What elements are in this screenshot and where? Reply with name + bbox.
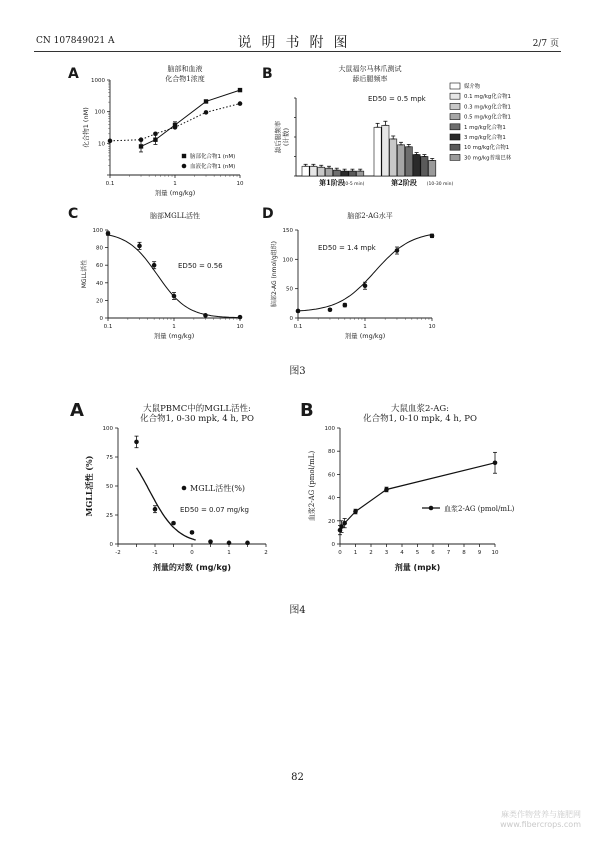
- data-point: [152, 263, 157, 268]
- panel-label-A: A: [70, 400, 84, 421]
- ed50-annotation: ED50 = 0.56: [178, 262, 223, 270]
- legend-label: 0.1 mg/kg化合物1: [464, 94, 511, 101]
- x-tick-label: 0.1: [103, 324, 113, 330]
- data-point: [227, 541, 232, 546]
- y-tick-label: 40: [96, 280, 103, 287]
- panel-title: 脑部MGLL活性: [149, 212, 201, 220]
- data-point: [296, 309, 301, 314]
- legend-swatch: [450, 134, 460, 140]
- panel-label-B: B: [300, 400, 314, 421]
- panel-title: 舔后腿频率: [352, 75, 388, 83]
- panel-label-A: A: [68, 66, 79, 82]
- bar: [341, 171, 348, 176]
- bar: [325, 168, 332, 176]
- legend-label: 1 mg/kg化合物1: [464, 124, 506, 131]
- chart-fig4B: [300, 400, 515, 572]
- y-tick-label: 10: [98, 141, 105, 148]
- x-tick-label: 5: [415, 550, 420, 556]
- data-point: [238, 88, 242, 92]
- y-tick-label: 100: [282, 257, 293, 264]
- figure-3-caption: 图3: [289, 366, 306, 377]
- legend-label: 0.3 mg/kg化合物1: [464, 104, 511, 111]
- y-tick-label: 0: [331, 542, 335, 548]
- page-number: 82: [291, 772, 304, 783]
- legend-swatch: [450, 154, 460, 160]
- bar: [390, 139, 397, 176]
- y-tick-label: 100: [94, 109, 105, 116]
- x-tick-label: 1: [172, 324, 176, 330]
- legend-label: 脑部化合物1 (nM): [190, 154, 236, 160]
- data-point: [106, 231, 111, 236]
- data-point: [203, 313, 208, 318]
- data-point: [430, 234, 435, 239]
- data-point: [353, 509, 358, 514]
- bar: [413, 155, 420, 176]
- x-tick-label: 4: [400, 550, 404, 556]
- y-tick-label: 150: [282, 228, 293, 234]
- x-tick-label: 9: [477, 550, 482, 556]
- x-tick-label: 10: [236, 181, 244, 187]
- x-tick-label: 2: [264, 550, 268, 556]
- legend-swatch: [450, 93, 460, 99]
- y-axis-title: 舔后腿频率: [274, 120, 282, 154]
- y-tick-label: 60: [328, 472, 335, 479]
- y-tick-label: 100: [324, 426, 335, 432]
- y-tick-label: 100: [92, 228, 103, 234]
- panel-title: 化合物1, 0-30 mpk, 4 h, PO: [140, 414, 254, 424]
- legend-label: 3 mg/kg化合物1: [464, 135, 506, 141]
- data-point: [137, 244, 142, 249]
- panel-title: 大鼠血浆2-AG:: [390, 404, 450, 414]
- data-point: [238, 101, 243, 106]
- group-label: 第2阶段: [391, 178, 417, 187]
- x-tick-label: 1: [353, 550, 358, 556]
- bar: [357, 171, 364, 176]
- x-tick-label: -2: [115, 550, 121, 556]
- bar: [318, 167, 325, 176]
- data-point: [208, 539, 213, 544]
- panel-label-C: C: [68, 206, 79, 222]
- panel-title: 大鼠PBMC中的MGLL活性:: [143, 404, 251, 414]
- watermark: [500, 810, 581, 830]
- legend-marker: [182, 486, 187, 491]
- data-point: [363, 283, 368, 288]
- y-tick-label: 50: [106, 484, 113, 490]
- ed50-annotation: ED50 = 1.4 mpk: [318, 244, 376, 252]
- data-point: [190, 530, 195, 535]
- legend-swatch: [450, 103, 460, 109]
- legend-swatch: [450, 144, 460, 150]
- data-point: [204, 99, 208, 103]
- bar: [374, 127, 381, 176]
- x-tick-label: 7: [446, 550, 451, 556]
- fit-curve: [137, 468, 196, 540]
- data-point: [153, 132, 158, 137]
- bar: [382, 125, 389, 176]
- x-tick-label: 0.1: [293, 324, 303, 330]
- panel-label-B: B: [262, 66, 273, 82]
- data-point: [172, 294, 177, 299]
- document-title: 说明书附图: [237, 35, 358, 51]
- x-tick-label: 10: [428, 324, 436, 330]
- watermark-line-1: 麻类作物营养与施肥网: [501, 810, 581, 819]
- data-point: [342, 521, 347, 526]
- x-tick-label: 2: [369, 550, 373, 556]
- y-tick-label: 100: [102, 426, 113, 432]
- data-point: [343, 303, 348, 308]
- panel-title: 化合物1浓度: [165, 75, 205, 83]
- bar: [421, 157, 428, 177]
- group-sublabel: (0-5 min): [343, 182, 365, 187]
- x-tick-label: 0.1: [105, 181, 115, 187]
- ed50-annotation: ED50 = 0.07 mg/kg: [180, 506, 249, 514]
- series-line: [340, 463, 495, 530]
- y-axis-title: MGLL活性 (%): [84, 455, 94, 517]
- y-tick-label: 50: [286, 286, 293, 293]
- figure-4-caption: 图4: [289, 605, 306, 616]
- x-tick-label: 6: [431, 550, 435, 556]
- bar: [310, 166, 317, 176]
- data-point: [339, 524, 344, 529]
- legend-label: 30 mg/kg普瑞巴林: [464, 155, 512, 162]
- chart-fig3D: [262, 206, 436, 340]
- x-tick-label: -1: [152, 550, 158, 556]
- watermark-line-2: www.fibercrops.com: [500, 820, 581, 829]
- x-tick-label: 10: [491, 550, 499, 556]
- chart-fig3C: [68, 206, 244, 340]
- x-tick-label: 1: [227, 550, 231, 556]
- y-tick-label: 75: [106, 455, 113, 461]
- data-point: [493, 461, 498, 466]
- data-point: [153, 507, 158, 512]
- y-tick-label: 60: [96, 263, 103, 270]
- panel-label-D: D: [262, 206, 274, 222]
- x-tick-label: 1: [173, 181, 177, 187]
- y-tick-label: 25: [106, 513, 113, 519]
- data-point: [134, 440, 139, 445]
- y-tick-label: 0: [99, 316, 103, 322]
- chart-fig3B: [262, 64, 512, 187]
- x-axis-title: 剂量 (mg/kg): [154, 189, 196, 197]
- data-point: [153, 138, 157, 142]
- data-point: [139, 144, 143, 148]
- data-point: [328, 307, 333, 312]
- y-tick-label: 80: [328, 449, 335, 456]
- data-point: [139, 137, 144, 142]
- x-tick-label: 0: [190, 550, 194, 556]
- chart-fig3A: [68, 64, 244, 197]
- legend-label: 媒介物: [464, 84, 481, 90]
- bar: [429, 160, 436, 176]
- patent-number: CN 107849021 A: [36, 36, 115, 46]
- legend-label: 血液化合物1 (nM): [190, 164, 236, 170]
- x-axis-title: 剂量 (mpk): [394, 563, 441, 572]
- x-tick-label: 1: [363, 324, 367, 330]
- bar: [333, 170, 340, 176]
- panel-title: 大鼠福尔马林爪测试: [338, 65, 402, 73]
- chart-fig4A: [70, 400, 268, 572]
- ed50-annotation: ED50 = 0.5 mpk: [368, 95, 426, 103]
- data-point: [173, 125, 178, 130]
- y-axis-title: MGLL活性: [81, 259, 88, 289]
- legend-marker: [429, 506, 434, 511]
- legend-marker: [182, 164, 187, 169]
- panel-title: 脑部2-AG水平: [347, 212, 393, 220]
- legend-label: 10 mg/kg化合物1: [464, 145, 510, 152]
- bar: [405, 147, 412, 176]
- fit-curve: [108, 235, 240, 318]
- legend-swatch: [450, 114, 460, 120]
- data-point: [171, 521, 176, 526]
- y-tick-label: 80: [96, 245, 103, 252]
- data-point: [384, 487, 389, 492]
- y-tick-label: 20: [328, 518, 335, 525]
- y-axis-title: 化合物1 (nM): [82, 107, 90, 148]
- y-tick-label: 1000: [91, 78, 105, 84]
- panel-title: 化合物1, 0-10 mpk, 4 h, PO: [363, 414, 477, 424]
- x-tick-label: 8: [462, 550, 466, 556]
- bar: [302, 166, 309, 176]
- group-sublabel: (10-30 min): [426, 182, 454, 187]
- y-tick-label: 0: [109, 542, 113, 548]
- x-axis-title: 剂量 (mg/kg): [153, 332, 195, 340]
- legend-swatch: [450, 124, 460, 130]
- data-point: [245, 541, 250, 546]
- bar: [349, 171, 356, 176]
- data-point: [238, 315, 243, 320]
- data-point: [204, 110, 209, 115]
- y-axis-title: 脑部2-AG (nmol/g组织): [271, 240, 278, 308]
- legend-marker: [182, 154, 186, 158]
- legend-label: 血浆2-AG (pmol/mL): [444, 505, 515, 513]
- panel-title: 脑部和血液: [167, 65, 203, 73]
- x-axis-title: 剂量的对数 (mg/kg): [152, 563, 232, 572]
- group-label: 第1阶段: [319, 178, 345, 187]
- y-axis-title: 血浆2-AG (pmol/mL): [308, 450, 316, 522]
- y-axis-title: (计数): [282, 127, 290, 147]
- data-point: [108, 139, 113, 144]
- bar: [397, 145, 404, 176]
- y-tick-label: 0: [289, 316, 293, 322]
- legend-label: MGLL活性(%): [190, 484, 246, 493]
- x-tick-label: 10: [236, 324, 244, 330]
- x-axis-title: 剂量 (mg/kg): [344, 332, 386, 340]
- page-indicator: 2/7 页: [532, 39, 559, 49]
- x-tick-label: 0: [338, 550, 342, 556]
- y-tick-label: 20: [96, 298, 103, 305]
- legend-swatch: [450, 83, 460, 89]
- legend-label: 0.5 mg/kg化合物1: [464, 114, 511, 121]
- data-point: [395, 248, 400, 253]
- y-tick-label: 40: [328, 495, 335, 502]
- x-tick-label: 3: [384, 550, 389, 556]
